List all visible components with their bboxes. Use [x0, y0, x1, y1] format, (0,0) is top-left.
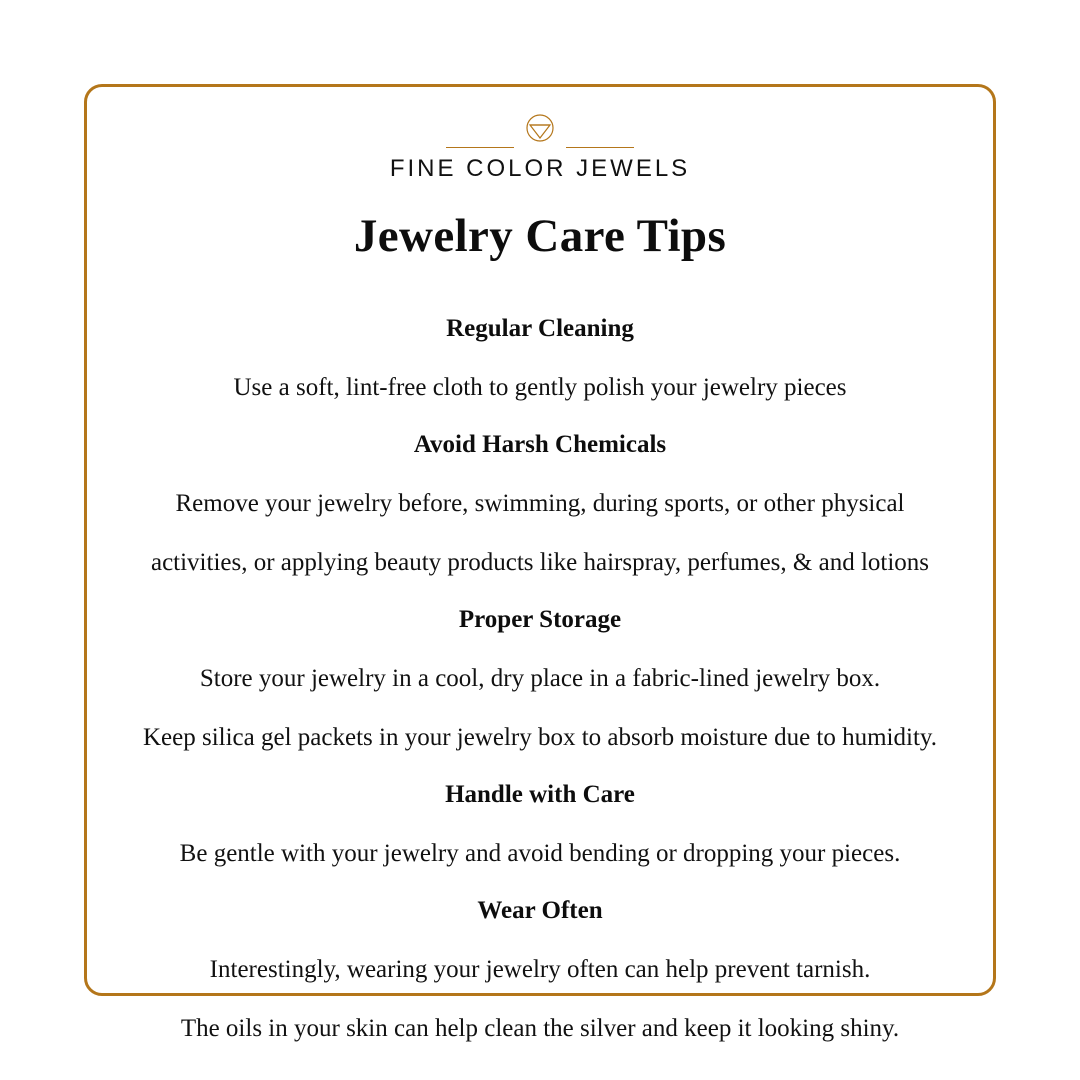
logo-rule-right: [566, 147, 634, 148]
tips-content: [117, 314, 963, 1044]
section-line: Use a soft, lint-free cloth to gently polish your jewelry pieces: [233, 374, 847, 402]
page-title: Jewelry Care Tips: [353, 210, 727, 262]
section-line: Keep silica gel packets in your jewelry box to absorb moisture due to humidity.: [142, 724, 938, 752]
tip-section-proper-storage: [117, 605, 963, 753]
section-heading: Regular Cleaning: [446, 315, 634, 343]
section-heading: Handle with Care: [445, 781, 635, 809]
tip-section-regular-cleaning: [117, 314, 963, 403]
diamond-outline-icon: [520, 111, 560, 151]
section-heading: Proper Storage: [458, 606, 622, 634]
logo-rules: [446, 147, 634, 148]
section-line: Interestingly, wearing your jewelry often can help prevent tarnish.: [209, 956, 871, 984]
section-line: activities, or applying beauty products like hairspray, perfumes, & and lotions: [150, 549, 930, 577]
section-heading: Avoid Harsh Chemicals: [413, 431, 667, 459]
section-line: The oils in your skin can help clean the silver and keep it looking shiny.: [180, 1015, 900, 1043]
section-line: Remove your jewelry before, swimming, during sports, or other physical: [175, 490, 905, 518]
tip-section-avoid-harsh-chemicals: [117, 430, 963, 578]
section-line: Store your jewelry in a cool, dry place in a fabric-lined jewelry box.: [199, 665, 881, 693]
tip-section-handle-with-care: [117, 780, 963, 869]
care-tips-card: [84, 84, 996, 1043]
brand-logo: [390, 111, 690, 183]
brand-name: FINE COLOR JEWELS: [389, 155, 691, 182]
section-line: Be gentle with your jewelry and avoid bending or dropping your pieces.: [179, 840, 901, 868]
section-heading: Wear Often: [477, 897, 603, 925]
tip-section-wear-often: [117, 896, 963, 1044]
logo-rule-left: [446, 147, 514, 148]
